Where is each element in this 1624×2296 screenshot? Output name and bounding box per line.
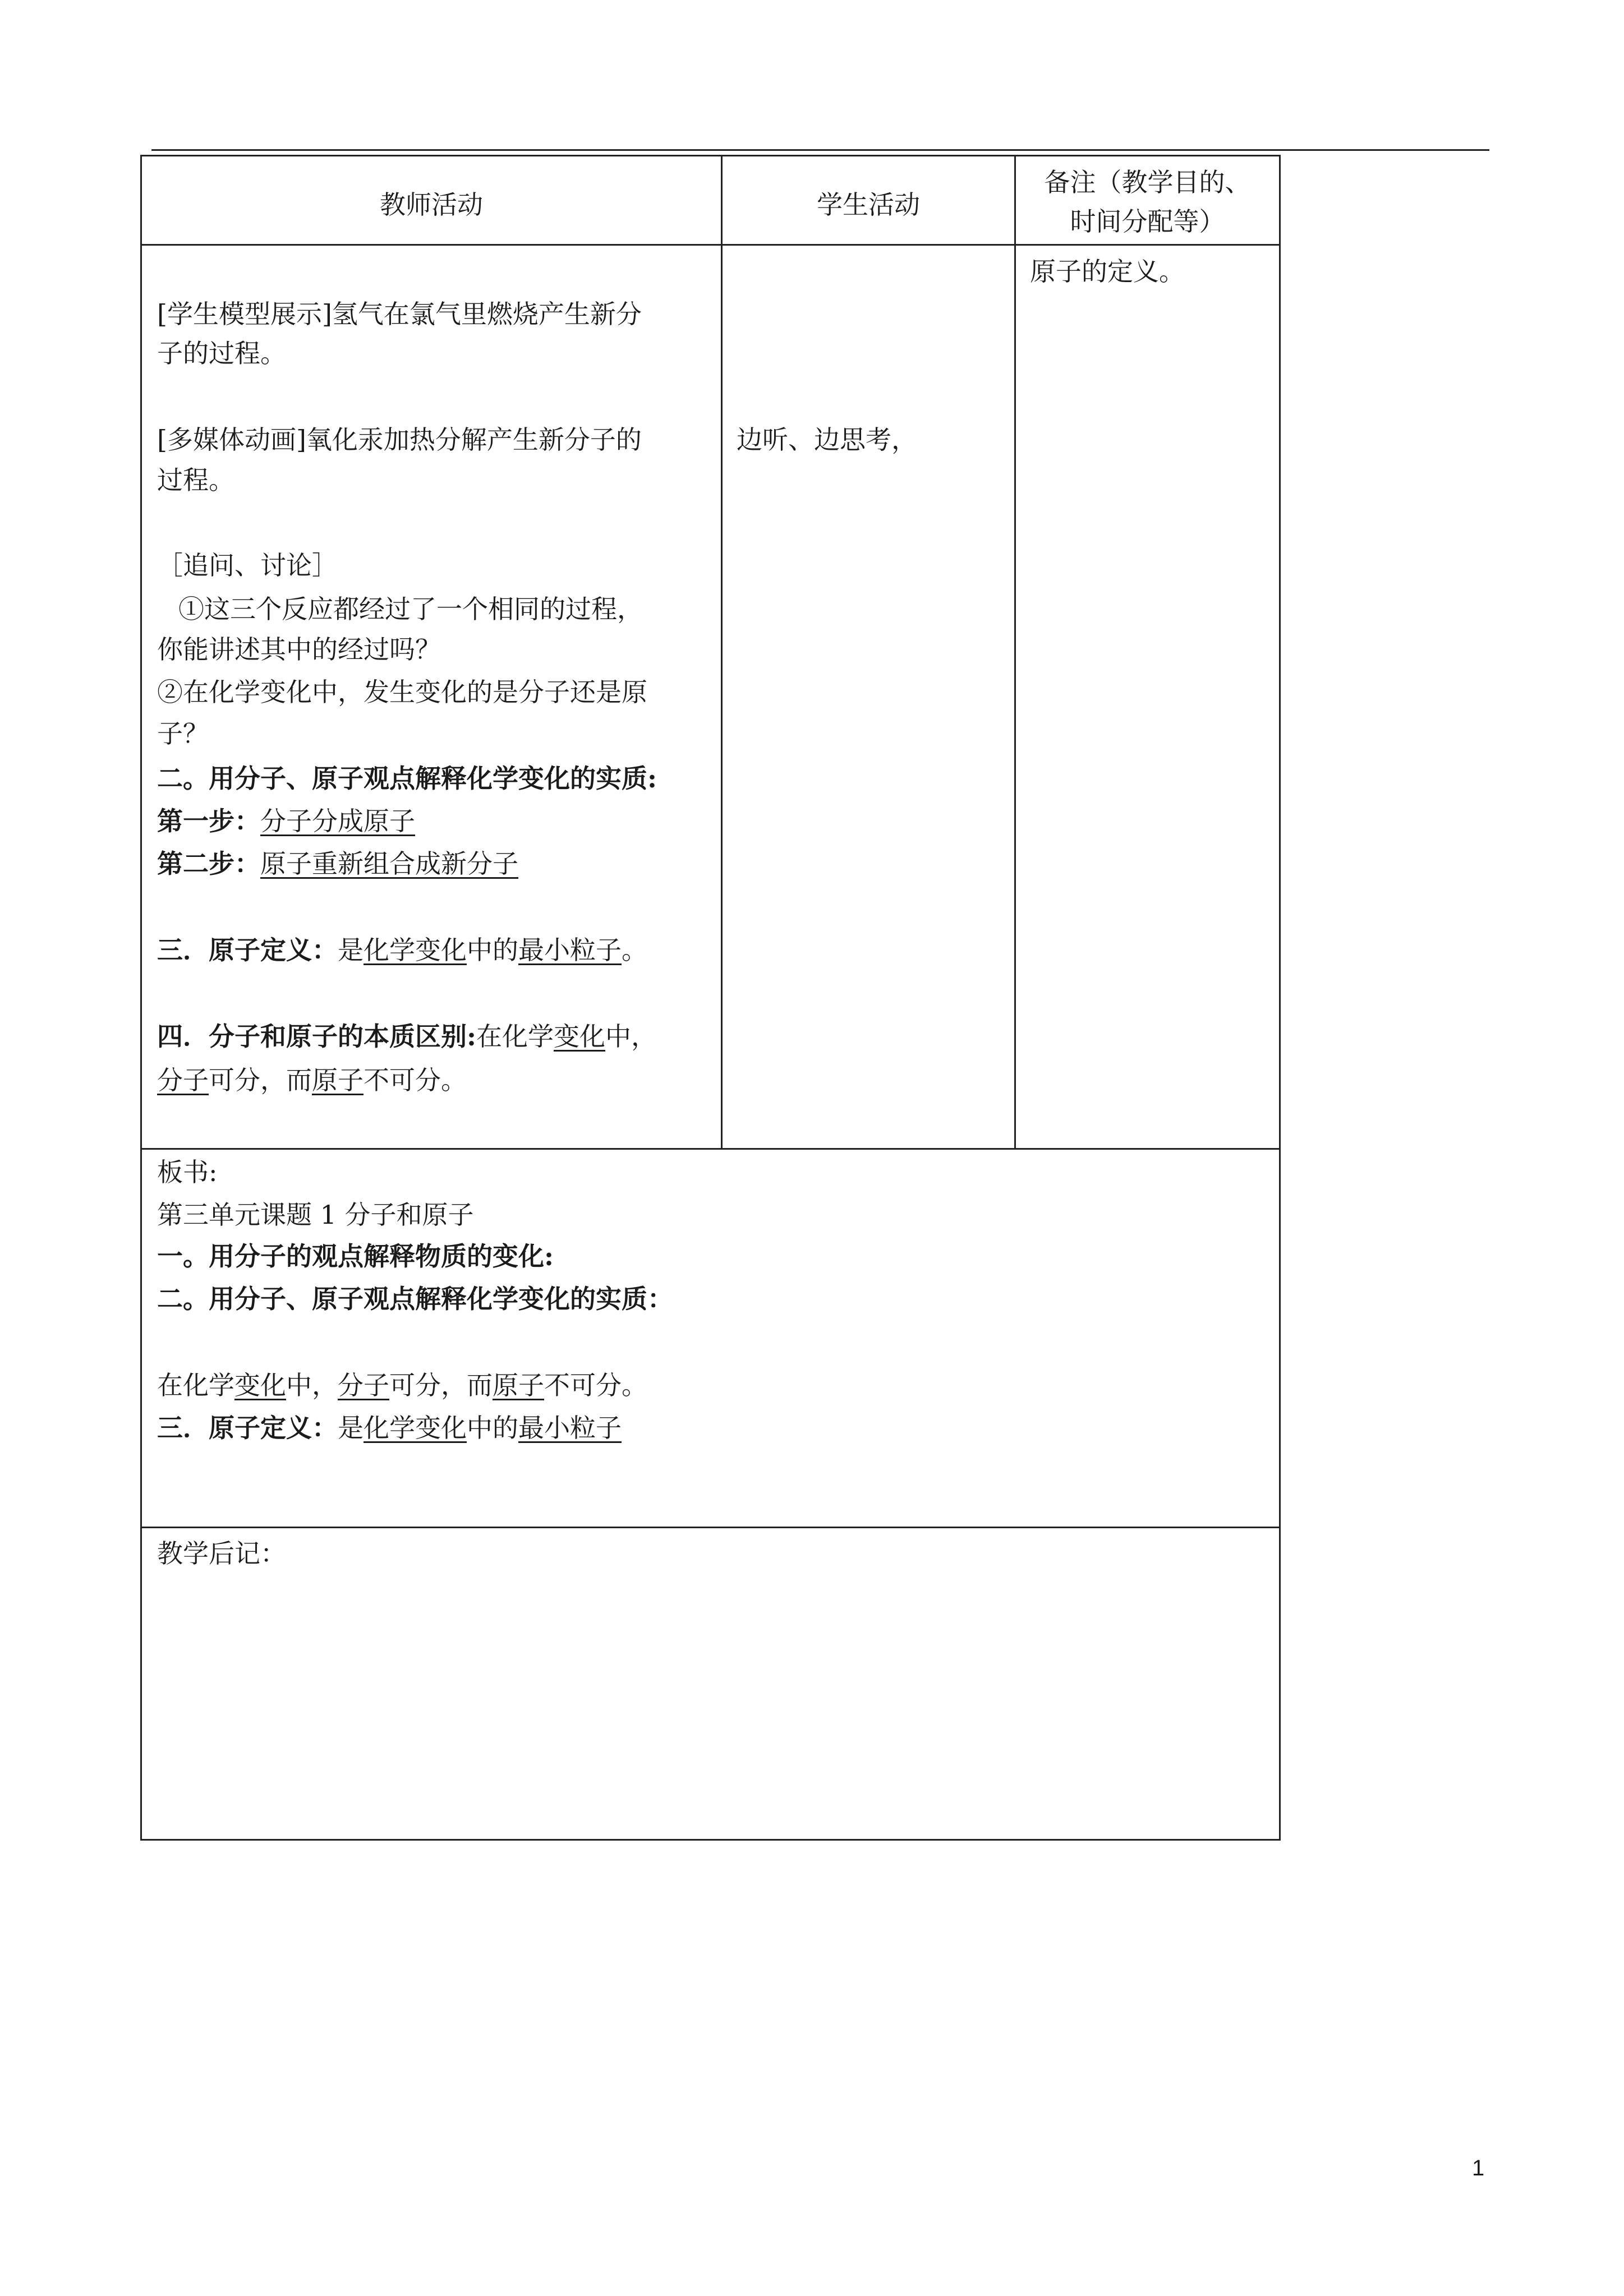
board-line3: [157, 1364, 647, 1407]
header-notes-cell: [1014, 155, 1281, 246]
header-student-cell: [721, 155, 1016, 246]
step1-text: 分子分成原子: [260, 806, 415, 836]
board-line1: 一。用分子的观点解释物质的变化:: [157, 1241, 554, 1271]
header-notes-line1: 备注（教学目的、: [1044, 167, 1251, 197]
teacher-q1-line1: ①这三个反应都经过了一个相同的过程，: [178, 594, 643, 624]
section4-t4: 不可分。: [364, 1065, 467, 1095]
board-l4-u1: 化学变化: [364, 1413, 467, 1443]
step2-text: 原子重新组合成新分子: [260, 849, 518, 879]
teacher-p2-line1: [多媒体动画]氧化汞加热分解产生新分子的: [157, 425, 642, 455]
board-title: 第三单元课题 1 分子和原子: [157, 1200, 474, 1230]
board-line2: 二。用分子、原子观点解释化学变化的实质：: [157, 1284, 673, 1314]
header-teacher-cell: [140, 155, 723, 246]
board-l3-u1: 变化: [234, 1370, 286, 1400]
section4-u1: 变化: [553, 1021, 605, 1052]
teacher-section2-title: 二。用分子、原子观点解释化学变化的实质:: [157, 763, 657, 794]
board-l4-label: 三．原子定义：: [157, 1413, 338, 1443]
board-l3-t2: 中，: [286, 1370, 338, 1400]
header-rule: [151, 149, 1489, 151]
board-l3-t4: 不可分。: [544, 1370, 647, 1400]
teacher-discussion-heading: ［追问、讨论］: [157, 550, 338, 580]
postscript-label: 教学后记：: [157, 1538, 286, 1569]
student-activity-text: 边听、边思考，: [737, 425, 917, 455]
teacher-p1-line1: [学生模型展示]氢气在氯气里燃烧产生新分: [157, 299, 642, 329]
postscript-cell: [140, 1527, 1281, 1841]
board-l3-u3: 原子: [493, 1370, 544, 1400]
header-teacher-label: 教师活动: [380, 190, 483, 220]
header-student-label: 学生活动: [817, 190, 920, 220]
section4-t2: 中，: [605, 1021, 657, 1052]
teacher-p2-line2: 过程。: [157, 465, 234, 495]
board-label: 板书:: [157, 1157, 218, 1187]
notes-cell: [1014, 244, 1281, 1150]
teacher-q2-line1: ②在化学变化中，发生变化的是分子还是原: [157, 677, 647, 707]
teacher-step2: [157, 842, 518, 885]
teacher-q2-line2: 子？: [157, 718, 209, 749]
section3-term1: 化学变化: [364, 935, 467, 965]
board-line4: [157, 1407, 622, 1449]
section3-label: 三．原子定义：: [157, 935, 338, 965]
teacher-section4-line1: [157, 1015, 657, 1058]
section3-end: 。: [622, 935, 647, 965]
teacher-section3: [157, 929, 647, 971]
board-l3-t1: 在化学: [157, 1370, 234, 1400]
board-l4-u2: 最小粒子: [518, 1413, 622, 1443]
step2-label: 第二步：: [157, 849, 260, 879]
student-activity-cell: [721, 244, 1016, 1150]
section4-label: 四．分子和原子的本质区别:: [157, 1021, 476, 1052]
section4-t3: 可分，而: [209, 1065, 312, 1095]
step1-label: 第一步：: [157, 806, 260, 836]
teacher-section4-line2: [157, 1059, 467, 1101]
section3-mid: 中的: [467, 935, 518, 965]
section4-t1: 在化学: [476, 1021, 554, 1052]
header-notes-line2: 时间分配等）: [1070, 206, 1225, 237]
teacher-p1-line2: 子的过程。: [157, 338, 286, 368]
teacher-step1: [157, 800, 415, 842]
board-l4-mid: 中的: [467, 1413, 518, 1443]
board-l3-u2: 分子: [338, 1370, 389, 1400]
notes-text: 原子的定义。: [1030, 256, 1185, 287]
section3-is: 是: [338, 935, 364, 965]
section4-u3: 原子: [312, 1065, 364, 1095]
page-number: 1: [1472, 2156, 1485, 2180]
board-l3-t3: 可分，而: [389, 1370, 493, 1400]
teacher-q1-line2: 你能讲述其中的经过吗？: [157, 634, 441, 665]
section4-u2: 分子: [157, 1065, 209, 1095]
board-l4-is: 是: [338, 1413, 364, 1443]
section3-term2: 最小粒子: [518, 935, 622, 965]
